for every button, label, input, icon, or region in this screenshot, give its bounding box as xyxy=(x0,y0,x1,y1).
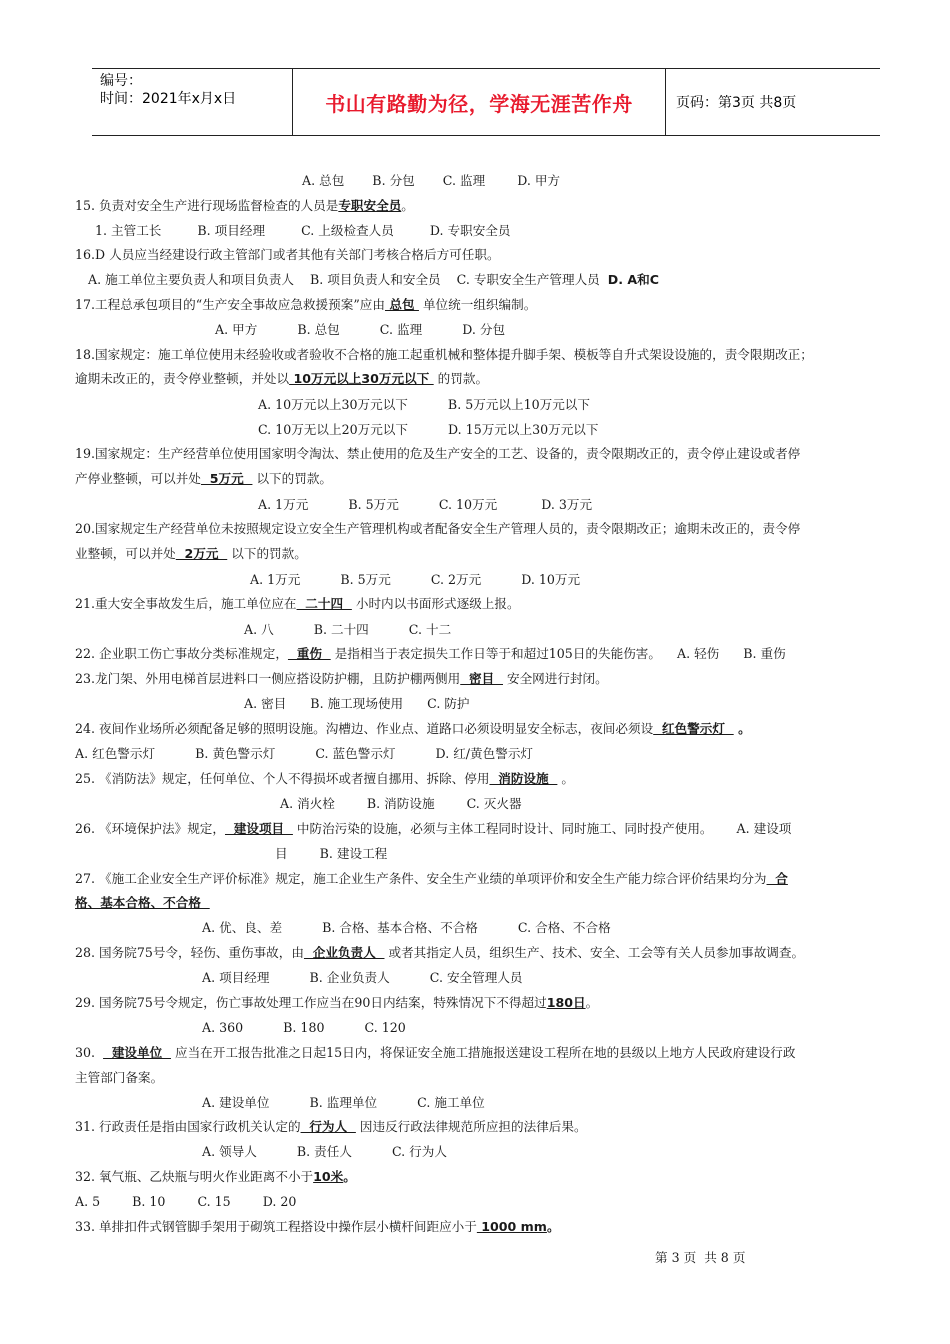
page-footer: 第 3 页 共 8 页 xyxy=(655,1250,746,1265)
question-20-line2: 业整顿，可以并处 2万元 以下的罚款。 xyxy=(75,546,307,561)
answer-33: 1000 mm xyxy=(476,1219,547,1234)
header-page-info: 页码：第3页 共8页 xyxy=(676,95,797,111)
question-26: 26. 《环境保护法》规定， 建设项目 中防治污染的设施，必须与主体工程同时设计、同时施工、同时投产使用。 A. 建设项 xyxy=(75,821,792,836)
question-18-line2: 逾期未改正的，责令停业整顿，并处以 10万元以上30万元以下 的罚款。 xyxy=(75,371,489,386)
answer-25: 消防设施 xyxy=(489,771,558,786)
answer-24: 红色警示灯 xyxy=(653,721,734,736)
time-label: 时间：2021年x月x日 xyxy=(100,91,237,107)
question-23: 23.龙门架、外用电梯首层进料口一侧应搭设防护棚，且防护棚两侧用 密目 安全网进行封闭。 xyxy=(75,671,608,686)
question-29: 29. 国务院75号令规定，伤亡事故处理工作应当在90日内结案，特殊情况下不得超过180日。 xyxy=(75,995,599,1010)
question-18-line1: 18.国家规定：施工单位使用未经验收或者验收不合格的施工起重机械和整体提升脚手架、模板等自升式架设设施的，责令限期改正； xyxy=(75,347,813,362)
question-31: 31. 行政责任是指由国家行政机关认定的 行为人 因违反行政法律规范所应担的法律后果。 xyxy=(75,1119,587,1134)
options-q31: A. 领导人 B. 责任人 C. 行为人 xyxy=(202,1144,447,1159)
options-q18-row1: A. 10万元以上30万元以下 B. 5万元以上10万元以下 xyxy=(258,397,590,412)
answer-17: 总包 xyxy=(384,297,419,312)
options-q14: A. 总包 B. 分包 C. 监理 D. 甲方 xyxy=(302,173,561,188)
options-q25: A. 消火栓 B. 消防设施 C. 灭火器 xyxy=(280,796,522,811)
answer-19: 5万元 xyxy=(200,471,253,486)
options-q28: A. 项目经理 B. 企业负责人 C. 安全管理人员 xyxy=(202,970,523,985)
question-30-line1: 30. 建设单位 应当在开工报告批准之日起15日内，将保证安全施工措施报送建设工程所在地的县级以上地方人民政府建设行政 xyxy=(75,1045,796,1060)
question-33: 33. 单排扣件式钢管脚手架用于砌筑工程搭设中操作层小横杆间距应小于 1000 mm。 xyxy=(75,1219,560,1234)
answer-20: 2万元 xyxy=(175,546,228,561)
header-motto: 书山有路勤为径，学海无涯苦作舟 xyxy=(325,92,633,116)
answer-21: 二十四 xyxy=(296,596,352,611)
question-16: 16.D 人员应当经建设行政主管部门或者其他有关部门考核合格后方可任职。 xyxy=(75,247,500,262)
answer-18: 10万元以上30万元以下 xyxy=(289,371,434,386)
answer-23: 密目 xyxy=(460,671,503,686)
options-q30: A. 建设单位 B. 监理单位 C. 施工单位 xyxy=(202,1095,485,1110)
question-24: 24. 夜间作业场所必须配备足够的照明设施。沟槽边、作业点、道路口必须设明显安全标志，夜间必须设 红色警示灯 。 xyxy=(75,721,751,736)
question-30-line2: 主管部门备案。 xyxy=(75,1070,164,1085)
question-17: 17.工程总承包项目的“生产安全事故应急救援预案”应由 总包 单位统一组织编制。 xyxy=(75,297,537,312)
options-q20: A. 1万元 B. 5万元 C. 2万元 D. 10万元 xyxy=(250,572,581,587)
answer-16: D. A和C xyxy=(607,272,659,287)
answer-28: 企业负责人 xyxy=(303,945,385,960)
options-q18-row2: C. 10万无以上20万元以下 D. 15万元以上30万元以下 xyxy=(258,422,599,437)
question-25: 25. 《消防法》规定，任何单位、个人不得损坏或者擅自挪用、拆除、停用 消防设施 。 xyxy=(75,771,574,786)
question-20-line1: 20.国家规定生产经营单位未按照规定设立安全生产管理机构或者配备安全生产管理人员的，责令限期改正；逾期未改正的，责令停 xyxy=(75,521,801,536)
header-meta xyxy=(100,72,236,108)
answer-27-end: 格、基本合格、不合格 xyxy=(75,895,210,910)
code-label: 编号： xyxy=(100,73,142,89)
header-bottom-rule xyxy=(92,135,880,136)
question-21: 21.重大安全事故发生后，施工单位应在 二十四 小时内以书面形式逐级上报。 xyxy=(75,596,520,611)
answer-32: 10米 xyxy=(313,1169,344,1184)
options-q21: A. 八 B. 二十四 C. 十二 xyxy=(244,622,452,637)
options-q19: A. 1万元 B. 5万元 C. 10万元 D. 3万元 xyxy=(258,497,593,512)
answer-29: 180日 xyxy=(546,995,586,1010)
answer-27-start: 合 xyxy=(766,871,788,886)
options-q16: A. 施工单位主要负责人和项目负责人 B. 项目负责人和安全员 C. 专职安全生产管理人员 D. A和C xyxy=(88,272,659,287)
question-28: 28. 国务院75号令，轻伤、重伤事故，由 企业负责人 或者其指定人员，组织生产、技术、安全、工会等有关人员参加事故调查。 xyxy=(75,945,805,960)
answer-30: 建设单位 xyxy=(103,1045,171,1060)
options-q15: 1. 主管工长 B. 项目经理 C. 上级检查人员 D. 专职安全员 xyxy=(95,223,511,238)
answer-15: 专职安全员 xyxy=(338,198,402,213)
answer-31: 行为人 xyxy=(300,1119,356,1134)
answer-26: 建设项目 xyxy=(224,821,293,836)
options-q24: A. 红色警示灯 B. 黄色警示灯 C. 蓝色警示灯 D. 红/黄色警示灯 xyxy=(75,746,534,761)
question-27-line1: 27. 《施工企业安全生产评价标准》规定，施工企业生产条件、安全生产业绩的单项评价和安全生产能力综合评价结果均分为 合 xyxy=(75,871,788,886)
options-q23: A. 密目 B. 施工现场使用 C. 防护 xyxy=(244,696,470,711)
options-q29: A. 360 B. 180 C. 120 xyxy=(202,1020,406,1035)
question-19-line2: 产停业整顿，可以并处 5万元 以下的罚款。 xyxy=(75,471,333,486)
question-22: 22. 企业职工伤亡事故分类标准规定， 重伤 是指相当于表定损失工作日等于和超过105日的失能伤害。 A. 轻伤 B. 重伤 xyxy=(75,646,786,661)
question-15: 15. 负责对安全生产进行现场监督检查的人员是专职安全员。 xyxy=(75,198,414,213)
options-q26-cont: 目 B. 建设工程 xyxy=(275,846,388,861)
options-q32: A. 5 B. 10 C. 15 D. 20 xyxy=(75,1194,297,1209)
question-27-line2 xyxy=(75,894,210,911)
header-divider-right xyxy=(665,68,666,136)
options-q27: A. 优、良、差 B. 合格、基本合格、不合格 C. 合格、不合格 xyxy=(202,920,611,935)
question-32: 32. 氧气瓶、乙炔瓶与明火作业距离不小于10米。 xyxy=(75,1169,356,1184)
question-19-line1: 19.国家规定：生产经营单位使用国家明令淘汰、禁止使用的危及生产安全的工艺、设备的，责令限期改正的，责令停止建设或者停 xyxy=(75,446,801,461)
header-top-rule xyxy=(92,68,880,69)
options-q17: A. 甲方 B. 总包 C. 监理 D. 分包 xyxy=(215,322,506,337)
answer-22: 重伤 xyxy=(287,646,331,661)
